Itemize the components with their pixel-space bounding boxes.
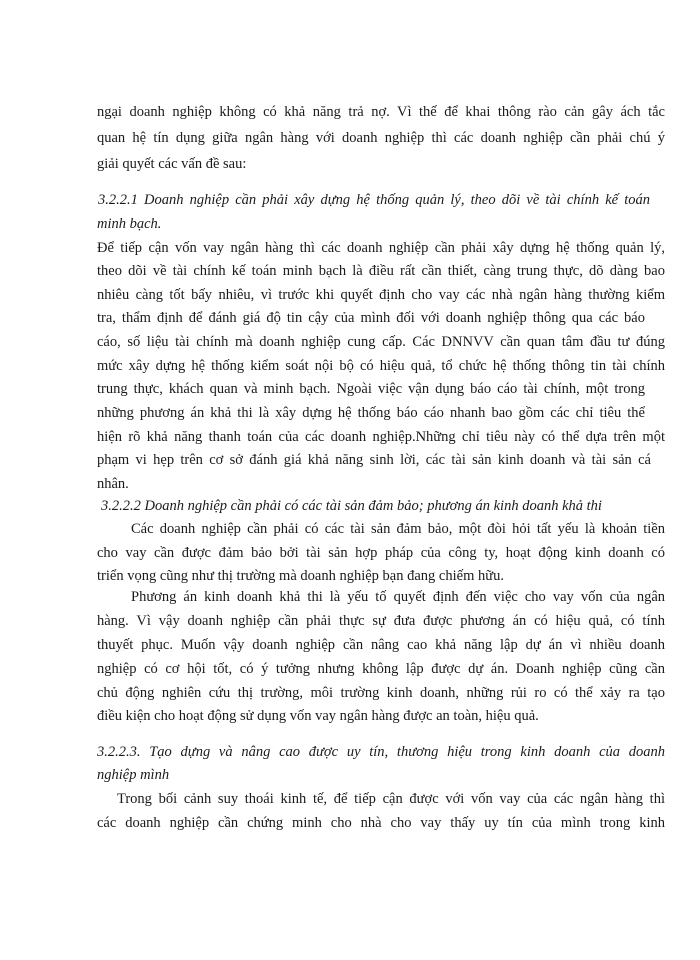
para4-line-4: nghiệp có cơ hội tốt, có ý tưởng nhưng không lập được dự án. Doanh nghiệp cũng cần bbox=[97, 661, 665, 677]
para4-line-3: thuyết phục. Muốn vậy doanh nghiệp cần nâng cao khả năng lập dự án vì nhiều doanh bbox=[97, 637, 665, 653]
heading-3221-line-1: 3.2.2.1 Doanh nghiệp cần phải xây dựng hệ thống quản lý, theo dõi về tài chính kế toán bbox=[98, 192, 650, 208]
para4-line-6: điều kiện cho hoạt động sử dụng vốn vay ngân hàng được an toàn, hiệu quả. bbox=[97, 708, 539, 724]
para3-line-3: triển vọng cũng như thị trường mà doanh nghiệp bạn đang chiếm hữu. bbox=[97, 568, 504, 584]
para2-line-7: trung thực, khách quan và minh bạch. Ngoài việc vận dụng báo cáo tài chính, một trong bbox=[97, 381, 645, 397]
para4-line-2: hàng. Vì vậy doanh nghiệp cần phải thực sự đưa được phương án có hiệu quả, có tính bbox=[97, 613, 665, 629]
para2-line-1: Để tiếp cận vốn vay ngân hàng thì các doanh nghiệp cần phải xây dựng hệ thống quản lý, bbox=[97, 240, 665, 256]
para2-line-2: theo dõi về tài chính kế toán minh bạch là điều rất cần thiết, càng trung thực, dõ dàng bao bbox=[97, 263, 665, 279]
para2-line-9: hiện rõ khả năng thanh toán của các doanh nghiệp.Những chỉ tiêu này có thể dựa trên một bbox=[97, 429, 665, 445]
para1-line-3: giải quyết các vấn đề sau: bbox=[97, 156, 247, 172]
para2-line-3: nhiêu càng tốt bấy nhiêu, vì trước khi quyết định cho vay các nhà ngân hàng thường kiểm bbox=[97, 287, 665, 303]
para3-line-2: cho vay cần được đảm bảo bởi tài sản hợp pháp của công ty, hoạt động kinh doanh có bbox=[97, 545, 665, 561]
heading-3221-line-2: minh bạch. bbox=[97, 216, 162, 232]
para2-line-4: tra, thẩm định để đánh giá độ tin cậy của mình đối với doanh nghiệp thông qua các báo bbox=[97, 310, 645, 326]
para1-line-2: quan hệ tín dụng giữa ngân hàng với doanh nghiệp thì các doanh nghiệp cần phải chú ý bbox=[97, 130, 665, 146]
para2-line-5: cáo, số liệu tài chính mà doanh nghiệp cung cấp. Các DNNVV cần quan tâm đầu tư đúng bbox=[97, 334, 665, 350]
para3-line-1: Các doanh nghiệp cần phải có các tài sản đảm bảo, một đòi hỏi tất yếu là khoản tiền bbox=[131, 521, 665, 537]
heading-3223-line-1: 3.2.2.3. Tạo dựng và nâng cao được uy tín, thương hiệu trong kinh doanh của doanh bbox=[97, 744, 665, 760]
para2-line-10: phạm vi hẹp trên cơ sở đánh giá khả năng sinh lời, các tài sản kinh doanh và tài sản cá bbox=[97, 452, 651, 468]
para2-line-8: những phương án khả thi là xây dựng hệ thống báo cáo nhanh bao gồm các chỉ tiêu thể bbox=[97, 405, 645, 421]
heading-3223-line-2: nghiệp mình bbox=[97, 767, 170, 783]
para2-line-6: mức xây dựng hệ thống kiểm soát nội bộ có hiệu quả, tổ chức hệ thống thông tin tài chính bbox=[97, 358, 665, 374]
para2-line-11: nhân. bbox=[97, 476, 129, 492]
heading-3222: 3.2.2.2 Doanh nghiệp cần phải có các tài sản đảm bảo; phương án kinh doanh khả thi bbox=[101, 498, 602, 514]
para4-line-1: Phương án kinh doanh khả thi là yếu tố quyết định đến việc cho vay vốn của ngân bbox=[131, 589, 665, 605]
para1-line-1: ngại doanh nghiệp không có khả năng trả nợ. Vì thế để khai thông rào cản gây ách tắc bbox=[97, 104, 665, 120]
para5-line-1: Trong bối cảnh suy thoái kinh tế, để tiếp cận được với vốn vay của các ngân hàng thì bbox=[117, 791, 665, 807]
para4-line-5: chủ động nghiên cứu thị trường, môi trường kinh doanh, những rủi ro có thể xảy ra tạo bbox=[97, 685, 665, 701]
para5-line-2: các doanh nghiệp cần chứng minh cho nhà cho vay thấy uy tín của mình trong kinh bbox=[97, 815, 665, 831]
